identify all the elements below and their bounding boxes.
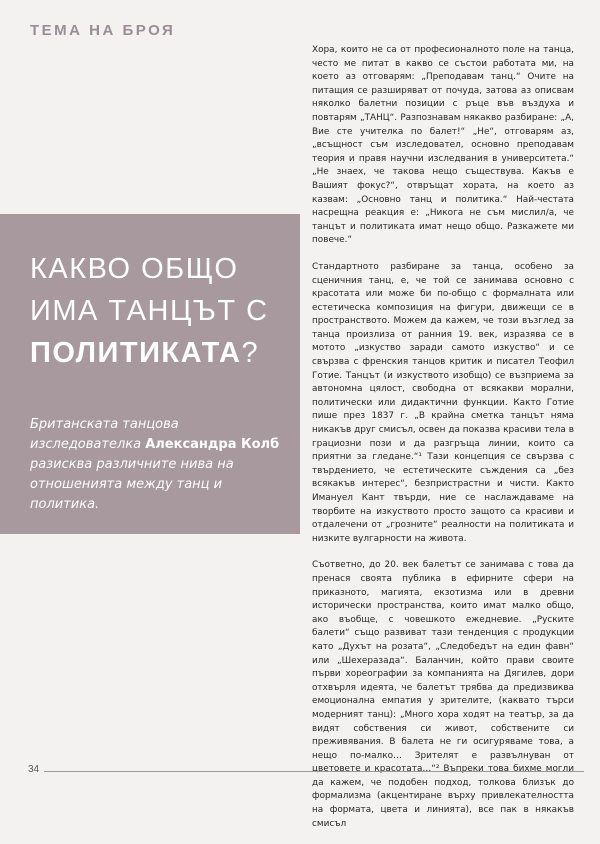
- body-paragraph-1: Хора, които не са от професионалното поле на танца, често ме питат в какво се състои работата ми, на което аз отговарям: „Преподавам танц.“ Очите на питащия се разширяват от почуда, затова аз описвам няколко балетни позиции с ръце във въздуха и повтарям „ТАНЦ“. Разпознавам някакво разбиране: „А, Вие сте учителка по балет!“ „Не“, отговарям аз, „всъщност съм изследовател, основно преподавам теория и правя научни изследвания в университета.“ „Не знаех, че такова нещо съществува. Какъв е Вашият фокус?“, отвръщат хората, на което аз казвам: „Основно танц и политика.“ Най-честата насрещна реакция е: „Никога не съм мислил/а, че танцът и политиката имат нещо общо. Разкажете ми повече.“: [312, 45, 574, 246]
- headline: [30, 248, 295, 374]
- headline-line-2: ИМА ТАНЦЪТ С: [30, 295, 269, 327]
- headline-keyword: ПОЛИТИКАТА: [30, 337, 242, 369]
- headline-line-1: КАКВО ОБЩО: [30, 253, 239, 285]
- page-number: 34: [28, 764, 40, 775]
- lede: [30, 415, 285, 515]
- headline-question-mark: ?: [241, 337, 260, 369]
- footer-rule: [44, 771, 584, 772]
- body-paragraph-2: Стандартното разбиране за танца, особено за сценичния танц, е, че той се занимава основно с красотата или може би по-общо с формалната или естетическа композиция на фигури, движещи се в пространството. Можем да кажем, че този възглед за танца произлиза от ранния 19. век, изразява се в мотото „изкуство заради самото изкуство“ и се свързва с френския танцов критик и писател Теофил Готие. Танцът (и изкуството изобщо) се възприема за автономна цялост, свободна от всякакви морални, политически или дидактични функции. Както Готие пише през 1837 г. „В крайна сметка танцът няма никакъв друг смисъл, освен да показва красиви тела в грациозни пози и да разгръща линии, които са приятни за гледане.“¹ Тази концепция се свързва с твърдението, че естетическите съждения са „без всякакъв интерес“, безпристрастни и чисти. Както Имануел Кант твърди, ние се наслаждаваме на творбите на изкуството просто защото са красиви и отдалечени от „грозните“ реалности на политиката и низките вулгарности на живота.: [312, 261, 574, 544]
- section-tag: ТЕМА НА БРОЯ: [30, 22, 176, 39]
- lede-intro: Британската танцова изследователка: [30, 417, 179, 452]
- lede-author: Александра Колб: [145, 437, 280, 452]
- article-body: [312, 44, 574, 844]
- headline-line-3: [30, 332, 295, 374]
- lede-outro: разисква различните нива на отношенията между танц и политика.: [30, 457, 234, 512]
- body-paragraph-3: Съответно, до 20. век балетът се занимава с това да пренася своята публика в ефирните сфери на приказното, магията, екзотизма или в древни исторически пространства, които имат малко общо, ако въобще, с човешкото ежедневие. „Руските балети“ също развиват тази тенденция с продукции като „Духът на розата“, „Следобедът на един фавн“ или „Шехеразада“. Баланчин, който прави своите първи хореографии за компанията на Дягилев, дори отхвърля идеята, че балетът трябва да предизвиква емоционална емпатия у зрителите, (каквато търси модерният танц): „Много хора ходят на театър, за да видят собствения си живот, собствените си преживявания. В балета не ги осигуряваме това, а нещо по-малко… Зрителят е развълнуван от цветовете и красотата…“² Въпреки това бихме могли да кажем, че подобен подход, толкова близък до формализма (акцентиране върху привлекателността на формата, цвета и линията), все пак в някакъв смисъл: [312, 560, 574, 829]
